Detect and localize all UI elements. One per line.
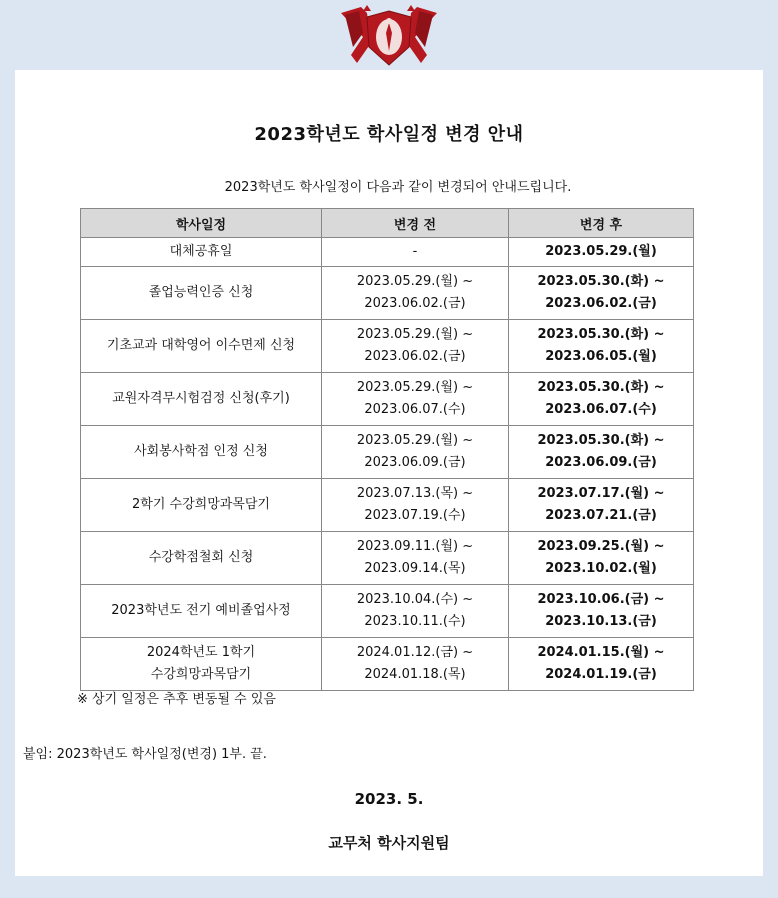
schedule-name-cell-line: 대체공휴일 (169, 244, 233, 259)
after-date-cell-line: 2023.10.13.(금) (545, 614, 657, 629)
before-date-cell-line: - (412, 244, 418, 259)
schedule-name-cell (81, 638, 322, 691)
before-date-cell-line: 2023.05.29.(월) ~ (356, 274, 474, 289)
after-date-cell-line: 2023.05.30.(화) ~ (537, 433, 665, 448)
table-row (81, 479, 694, 532)
after-date-cell-line: 2024.01.15.(월) ~ (537, 645, 665, 660)
before-date-cell-line: 2023.10.11.(수) (364, 614, 466, 629)
schedule-name-cell (81, 238, 322, 267)
table-row (81, 267, 694, 320)
schedule-name-cell (81, 373, 322, 426)
schedule-table-body (81, 238, 694, 691)
header-before: 변경 전 (322, 209, 509, 238)
schedule-name-cell-line: 사회봉사학점 인정 신청 (134, 444, 268, 459)
schedule-name-cell-line: 2학기 수강희망과목담기 (132, 497, 270, 512)
before-date-cell-line: 2023.07.13.(목) ~ (356, 486, 474, 501)
table-row (81, 638, 694, 691)
after-date-cell-line: 2023.06.09.(금) (545, 455, 657, 470)
before-date-cell-line: 2023.06.09.(금) (364, 455, 466, 470)
before-date-cell (322, 238, 509, 267)
before-date-cell-line: 2023.09.11.(월) ~ (356, 539, 474, 554)
header-schedule: 학사일정 (81, 209, 322, 238)
schedule-table (80, 208, 694, 691)
before-date-cell (322, 426, 509, 479)
before-date-cell-line: 2023.06.02.(금) (364, 296, 466, 311)
after-date-cell (509, 585, 694, 638)
table-row (81, 532, 694, 585)
after-date-cell (509, 373, 694, 426)
footnote: ※ 상기 일정은 추후 변동될 수 있음 (77, 692, 276, 707)
before-date-cell (322, 532, 509, 585)
after-date-cell-line: 2023.05.29.(월) (545, 244, 657, 259)
after-date-cell (509, 532, 694, 585)
table-row (81, 373, 694, 426)
schedule-name-cell-line: 2023학년도 전기 예비졸업사정 (111, 603, 291, 618)
before-date-cell (322, 479, 509, 532)
schedule-name-cell-line: 수강학점철회 신청 (148, 550, 254, 565)
after-date-cell (509, 267, 694, 320)
after-date-cell-line: 2023.05.30.(화) ~ (537, 327, 665, 342)
schedule-name-cell (81, 585, 322, 638)
schedule-name-cell (81, 426, 322, 479)
before-date-cell-line: 2023.06.02.(금) (364, 349, 466, 364)
after-date-cell (509, 238, 694, 267)
after-date-cell-line: 2023.06.02.(금) (545, 296, 657, 311)
issuing-department: 교무처 학사지원팀 (328, 834, 450, 852)
before-date-cell (322, 320, 509, 373)
schedule-name-cell-line: 교원자격무시험검정 신청(후기) (112, 391, 290, 406)
after-date-cell (509, 638, 694, 691)
before-date-cell-line: 2023.07.19.(수) (364, 508, 466, 523)
table-row (81, 585, 694, 638)
attachment-line: 붙임: 2023학년도 학사일정(변경) 1부. 끝. (23, 747, 267, 762)
before-date-cell-line: 2024.01.18.(목) (364, 667, 466, 682)
schedule-name-cell (81, 267, 322, 320)
before-date-cell-line: 2023.10.04.(수) ~ (356, 592, 474, 607)
table-header-row (81, 209, 694, 238)
schedule-name-cell-line: 2024학년도 1학기 (146, 645, 256, 660)
university-emblem-logo (337, 3, 441, 69)
schedule-name-cell-line: 기초교과 대학영어 이수면제 신청 (106, 338, 296, 353)
before-date-cell (322, 267, 509, 320)
before-date-cell-line: 2023.05.29.(월) ~ (356, 380, 474, 395)
after-date-cell-line: 2023.06.07.(수) (545, 402, 657, 417)
after-date-cell-line: 2023.05.30.(화) ~ (537, 380, 665, 395)
before-date-cell (322, 585, 509, 638)
after-date-cell-line: 2023.09.25.(월) ~ (537, 539, 665, 554)
table-row (81, 320, 694, 373)
schedule-name-cell-line: 수강희망과목담기 (150, 667, 252, 682)
before-date-cell-line: 2023.05.29.(월) ~ (356, 327, 474, 342)
schedule-name-cell-line: 졸업능력인증 신청 (148, 285, 254, 300)
before-date-cell-line: 2023.06.07.(수) (364, 402, 466, 417)
schedule-name-cell (81, 479, 322, 532)
before-date-cell-line: 2023.05.29.(월) ~ (356, 433, 474, 448)
after-date-cell (509, 479, 694, 532)
schedule-name-cell (81, 320, 322, 373)
intro-text: 2023학년도 학사일정이 다음과 같이 변경되어 안내드립니다. (224, 180, 572, 195)
after-date-cell-line: 2023.10.06.(금) ~ (537, 592, 665, 607)
before-date-cell (322, 373, 509, 426)
document-page (15, 70, 763, 876)
schedule-name-cell (81, 532, 322, 585)
header-after: 변경 후 (509, 209, 694, 238)
after-date-cell-line: 2023.07.17.(월) ~ (537, 486, 665, 501)
table-row (81, 238, 694, 267)
after-date-cell (509, 320, 694, 373)
after-date-cell-line: 2024.01.19.(금) (545, 667, 657, 682)
table-row (81, 426, 694, 479)
document-date: 2023. 5. (354, 790, 424, 808)
after-date-cell-line: 2023.07.21.(금) (545, 508, 657, 523)
after-date-cell-line: 2023.05.30.(화) ~ (537, 274, 665, 289)
after-date-cell (509, 426, 694, 479)
after-date-cell-line: 2023.10.02.(월) (545, 561, 657, 576)
before-date-cell-line: 2023.09.14.(목) (364, 561, 466, 576)
before-date-cell-line: 2024.01.12.(금) ~ (356, 645, 474, 660)
document-title: 2023학년도 학사일정 변경 안내 (254, 124, 524, 145)
before-date-cell (322, 638, 509, 691)
after-date-cell-line: 2023.06.05.(월) (545, 349, 657, 364)
